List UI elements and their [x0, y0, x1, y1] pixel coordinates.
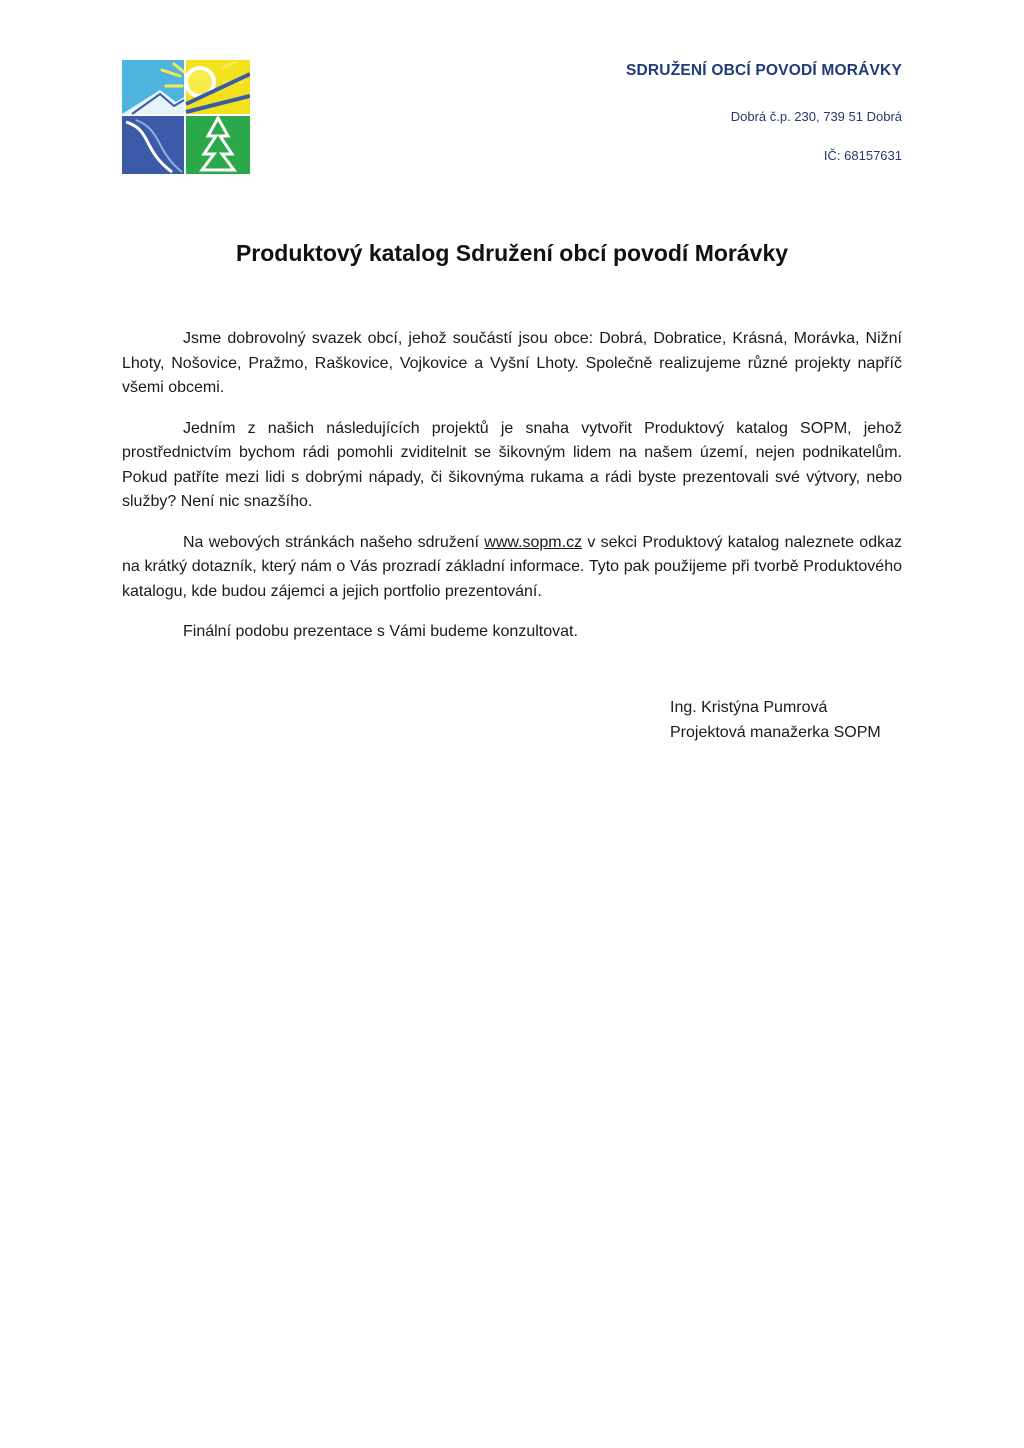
paragraph-website: [122, 531, 902, 605]
paragraph-website-text-before: Na webových stránkách našeho sdružení: [183, 533, 485, 551]
document-title: Produktový katalog Sdružení obcí povodí Morávky: [235, 240, 789, 266]
signature-name: Ing. Kristýna Pumrová: [670, 699, 828, 716]
signature-block: [670, 696, 881, 745]
website-link[interactable]: www.sopm.cz: [484, 533, 583, 551]
signature-role: Projektová manažerka SOPM: [670, 723, 881, 741]
document-body: [122, 327, 902, 661]
organization-address: Dobrá č.p. 230, 739 51 Dobrá: [730, 109, 902, 124]
organization-header: [626, 62, 902, 163]
organization-id: IČ: 68157631: [823, 148, 902, 163]
organization-name: SDRUŽENÍ OBCÍ POVODÍ MORÁVKY: [625, 62, 902, 79]
paragraph-website-text-after: v sekci Produktový katalog naleznete odkaz na krátký dotazník, který nám o Vás prozradí základní informace. Tyto pak použijeme při tvorbě Produktového katalogu, kde budou zájemci a jejich portfolio prezentování.: [122, 533, 902, 600]
paragraph-closing: Finální podobu prezentace s Vámi budeme konzultovat.: [183, 623, 578, 640]
sopm-logo-icon: [122, 60, 250, 174]
paragraph-project: Jedním z našich následujících projektů je snaha vytvořit Produktový katalog SOPM, jehož prostřednictvím bychom rádi pomohli zviditelnit se šikovným lidem na našem území, nejen podnikatelům. Pokud patříte mezi lidi s dobrými nápady, či šikovnýma rukama a rádi byste prezentovali své výtvory, nebo služby? Není nic snazšího.: [122, 419, 902, 510]
paragraph-intro: Jsme dobrovolný svazek obcí, jehož součástí jsou obce: Dobrá, Dobratice, Krásná, Morávka, Nižní Lhoty, Nošovice, Pražmo, Raškovice, Vojkovice a Vyšní Lhoty. Společně realizujeme různé projekty napříč všemi obcemi.: [122, 330, 902, 396]
